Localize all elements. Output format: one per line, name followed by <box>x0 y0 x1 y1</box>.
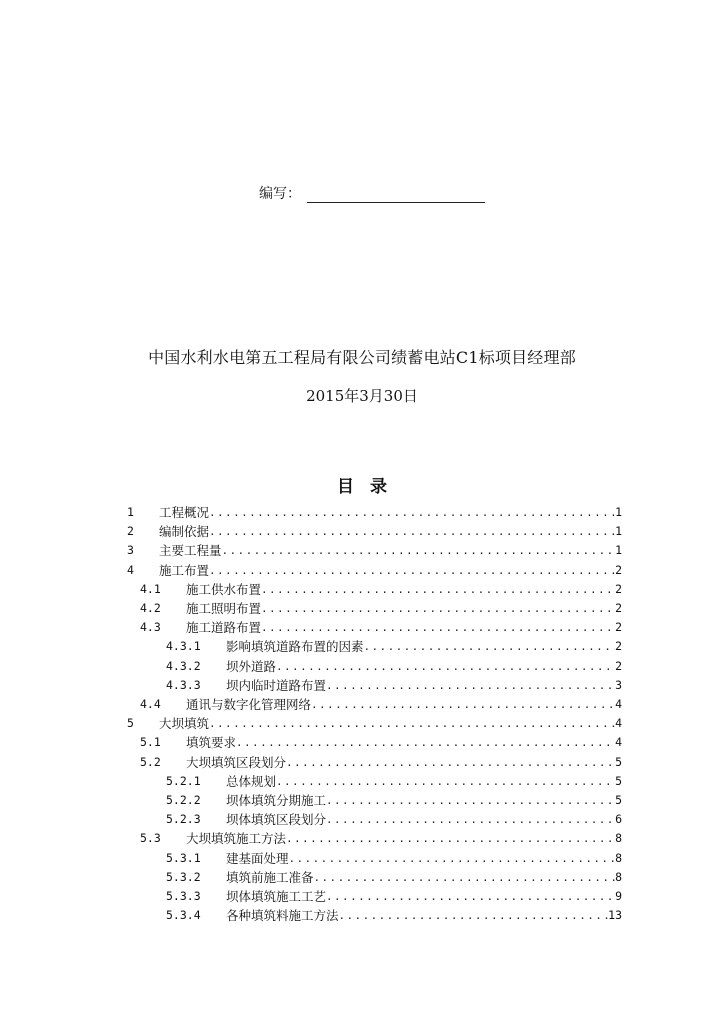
toc-entry-label: 施工道路布置 <box>186 620 262 636</box>
toc-entry[interactable] <box>140 829 622 848</box>
toc-entry[interactable] <box>166 887 622 906</box>
toc-entry[interactable] <box>127 503 622 522</box>
toc-entry[interactable] <box>166 868 622 887</box>
toc-entry-page: 5 <box>615 773 622 788</box>
author-label: 编写： <box>259 186 301 202</box>
toc-entry-label: 大坝填筑区段划分 <box>186 754 287 770</box>
toc-entry[interactable] <box>166 810 622 829</box>
toc-entry-label: 建基面处理 <box>226 850 289 866</box>
author-signature-blank <box>307 188 485 203</box>
toc-entry-label: 施工供水布置 <box>186 581 262 597</box>
toc-entry-label: 填筑前施工准备 <box>226 869 314 885</box>
toc-dot-leader <box>364 637 616 656</box>
toc-entry[interactable] <box>140 599 622 618</box>
toc-entry-page: 2 <box>615 601 622 615</box>
toc-dot-leader <box>326 810 615 829</box>
toc-entry-number: 1 <box>127 505 134 519</box>
toc-entry-page: 8 <box>615 850 622 865</box>
toc-entry-number: 5 <box>127 716 134 731</box>
toc-dot-leader <box>209 503 615 522</box>
toc-entry[interactable] <box>127 522 622 541</box>
toc-entry-label: 通讯与数字化管理网络 <box>186 697 312 712</box>
toc-entry-page: 8 <box>615 831 622 846</box>
toc-entry-page: 2 <box>615 658 622 673</box>
toc-entry-page: 1 <box>615 524 622 539</box>
toc-dot-leader <box>276 657 615 676</box>
toc-entry-label: 施工照明布置 <box>186 601 262 616</box>
toc-entry-number: 5.3.3 <box>166 889 201 903</box>
toc-dot-leader <box>326 791 615 810</box>
toc-entry-number: 4.3 <box>140 620 161 635</box>
toc-dot-leader <box>209 561 615 580</box>
toc-entry-number: 5.3 <box>140 831 161 846</box>
toc-entry-label: 工程概况 <box>159 505 210 520</box>
toc-entry-number: 4.3.2 <box>166 658 201 673</box>
toc-entry-number: 4 <box>127 562 134 577</box>
toc-entry-number: 4.3.3 <box>166 677 201 692</box>
toc-entry-number: 5.3.2 <box>166 869 201 884</box>
toc-entry-number: 5.1 <box>140 735 161 750</box>
toc-entry[interactable] <box>140 695 622 714</box>
toc-dot-leader <box>209 714 615 733</box>
toc-dot-leader <box>289 849 616 868</box>
document-date: 2015年3月30日 <box>306 387 418 405</box>
toc-entry-page: 2 <box>615 620 622 635</box>
toc-entry[interactable] <box>166 849 622 868</box>
toc-entry-number: 5.3.4 <box>166 908 201 923</box>
toc-dot-leader <box>339 906 609 925</box>
toc-entry[interactable] <box>127 541 622 560</box>
toc-entry[interactable] <box>166 637 622 656</box>
toc-dot-leader <box>286 753 615 772</box>
toc-entry-number: 3 <box>127 543 134 558</box>
toc-entry-page: 1 <box>615 505 622 519</box>
toc-entry[interactable] <box>127 561 622 580</box>
toc-entry-number: 5.2.1 <box>166 773 201 788</box>
author-line <box>259 183 485 203</box>
toc-entry-label: 坝体填筑区段划分 <box>226 812 327 828</box>
toc-entry-page: 8 <box>615 869 622 884</box>
organization-name: 中国水利水电第五工程局有限公司绩蓄电站C1标项目经理部 <box>148 348 576 367</box>
toc-entry-label: 坝内临时道路布置 <box>226 677 327 693</box>
toc-entry-page: 2 <box>615 562 622 577</box>
toc-entry[interactable] <box>140 580 622 599</box>
toc-entry-page: 3 <box>615 677 622 692</box>
toc-dot-leader <box>276 772 615 791</box>
toc-entry[interactable] <box>127 714 622 733</box>
toc-entry-page: 4 <box>615 735 622 750</box>
toc-entry-page: 4 <box>615 716 622 731</box>
toc-entry-label: 坝外道路 <box>226 658 277 674</box>
toc-dot-leader <box>326 887 615 906</box>
toc-entry-label: 坝体填筑分期施工 <box>226 793 327 808</box>
toc-entry-label: 各种填筑料施工方法 <box>226 908 339 924</box>
toc-entry-label: 主要工程量 <box>159 543 222 559</box>
toc-entry[interactable] <box>166 657 622 676</box>
toc-entry-label: 大坝填筑施工方法 <box>186 831 287 847</box>
toc-entry[interactable] <box>140 618 622 637</box>
toc-entry-label: 影响填筑道路布置的因素 <box>226 639 364 655</box>
toc-entry[interactable] <box>166 676 622 695</box>
toc-entry-label: 施工布置 <box>159 562 210 578</box>
toc-dot-leader <box>261 599 615 618</box>
toc-entry[interactable] <box>166 906 622 925</box>
toc-entry-label: 填筑要求 <box>186 735 237 751</box>
toc-entry-label: 编制依据 <box>159 524 210 540</box>
toc-entry-page: 5 <box>615 793 622 807</box>
toc-entry-number: 5.2.3 <box>166 812 201 827</box>
toc-dot-leader <box>209 522 615 541</box>
toc-entry[interactable] <box>166 772 622 791</box>
toc-entry-page: 1 <box>615 543 622 558</box>
toc-dot-leader <box>311 695 615 714</box>
toc-title: 目录 <box>337 477 403 497</box>
toc-entry-page: 6 <box>615 812 622 827</box>
toc-entry-number: 5.2.2 <box>166 793 201 807</box>
toc-dot-leader <box>314 868 616 887</box>
toc-entry-number: 2 <box>127 524 134 539</box>
toc-entry-page: 2 <box>615 639 622 654</box>
toc-entry-number: 4.2 <box>140 601 161 615</box>
toc-dot-leader <box>261 618 615 637</box>
toc-entry-number: 4.3.1 <box>166 639 201 654</box>
toc-dot-leader <box>236 733 615 752</box>
toc-entry-label: 总体规划 <box>226 773 277 789</box>
toc-entry-label: 坝体填筑施工工艺 <box>226 889 327 904</box>
toc-entry-number: 5.2 <box>140 754 161 769</box>
toc-entry-page: 5 <box>615 754 622 769</box>
toc-entry[interactable] <box>166 791 622 810</box>
toc-entry-page: 2 <box>615 581 622 596</box>
toc-entry-label: 大坝填筑 <box>159 716 210 732</box>
toc-entry[interactable] <box>140 753 622 772</box>
toc-entry[interactable] <box>140 733 622 752</box>
toc-entry-page: 4 <box>615 697 622 711</box>
toc-dot-leader <box>326 676 615 695</box>
toc-dot-leader <box>222 541 616 560</box>
toc-entry-page: 9 <box>615 889 622 903</box>
toc-entry-number: 5.3.1 <box>166 850 201 865</box>
toc-dot-leader <box>286 829 615 848</box>
toc-entry-number: 4.4 <box>140 697 161 711</box>
toc-entry-number: 4.1 <box>140 581 161 596</box>
toc-entry-page: 13 <box>608 908 622 923</box>
toc-dot-leader <box>261 580 615 599</box>
